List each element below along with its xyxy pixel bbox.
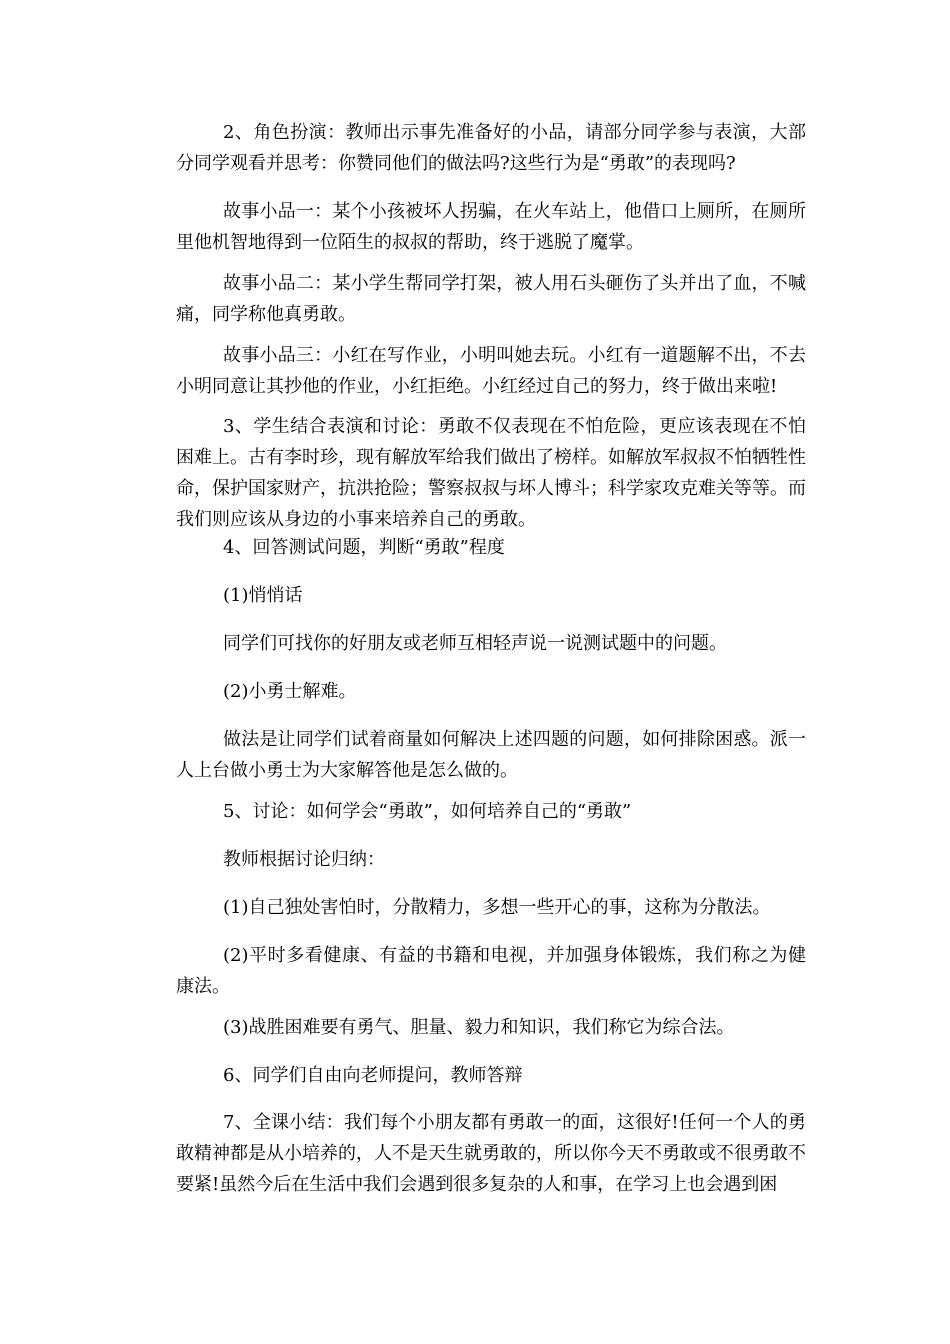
- paragraph-test-questions: 4、回答测试问题，判断“勇敢”程度: [223, 537, 505, 558]
- paragraph-teacher-summary: 教师根据讨论归纳：: [223, 849, 385, 870]
- paragraph-discussion: 3、学生结合表演和讨论：勇敢不仅表现在不怕危险，更应该表现在不怕困难上。古有李时珍，现有解放军给我们做出了榜样。如解放军叔叔不怕牺牲性命，保护国家财产，抗洪抢险；警察叔叔与坏人博斗；科学家攻克难关等等。而我们则应该从身边的小事来培养自己的勇敢。: [176, 416, 806, 530]
- paragraph-health: (2)平时多看健康、有益的书籍和电视，并加强身体锻炼，我们称之为健康法。: [176, 945, 806, 997]
- paragraph-whisper-desc: 同学们可找你的好朋友或老师互相轻声说一说测试题中的问题。: [223, 633, 727, 654]
- paragraph-lesson-summary: 7、全课小结：我们每个小朋友都有勇敢一的面，这很好!任何一个人的勇敢精神都是从小培养的，人不是天生就勇敢的，所以你今天不勇敢或不很勇敢不要紧!虽然今后在生活中我们会遇到很多复杂的人和事，在学习上也会遇到困: [176, 1112, 806, 1195]
- paragraph-comprehensive: (3)战胜困难要有勇气、胆量、毅力和知识，我们称它为综合法。: [223, 1017, 735, 1038]
- paragraph-questions: 6、同学们自由向老师提问，教师答辩: [223, 1065, 523, 1086]
- paragraph-story-3: 故事小品三：小红在写作业，小明叫她去玩。小红有一道题解不出，不去小明同意让其抄他的作业，小红拒绝。小红经过自己的努力，终于做出来啦!: [176, 345, 806, 397]
- paragraph-how-brave: 5、讨论：如何学会“勇敢”，如何培养自己的“勇敢”: [223, 801, 632, 822]
- paragraph-little-brave: (2)小勇士解难。: [223, 681, 357, 702]
- paragraph-story-1: 故事小品一：某个小孩被坏人拐骗，在火车站上，他借口上厕所，在厕所里他机智地得到一位陌生的叔叔的帮助，终于逃脱了魔掌。: [176, 201, 806, 253]
- paragraph-whisper: (1)悄悄话: [223, 585, 303, 606]
- paragraph-method: 做法是让同学们试着商量如何解决上述四题的问题，如何排除困惑。派一人上台做小勇士为大家解答他是怎么做的。: [176, 729, 806, 781]
- paragraph-distraction: (1)自己独处害怕时，分散精力，多想一些开心的事，这称为分散法。: [223, 897, 771, 918]
- paragraph-story-2: 故事小品二：某小学生帮同学打架，被人用石头砸伤了头并出了血，不喊痛，同学称他真勇敢。: [176, 273, 806, 325]
- paragraph-role-play: 2、角色扮演：教师出示事先准备好的小品，请部分同学参与表演，大部分同学观看并思考：你赞同他们的做法吗?这些行为是“勇敢”的表现吗?: [176, 122, 806, 174]
